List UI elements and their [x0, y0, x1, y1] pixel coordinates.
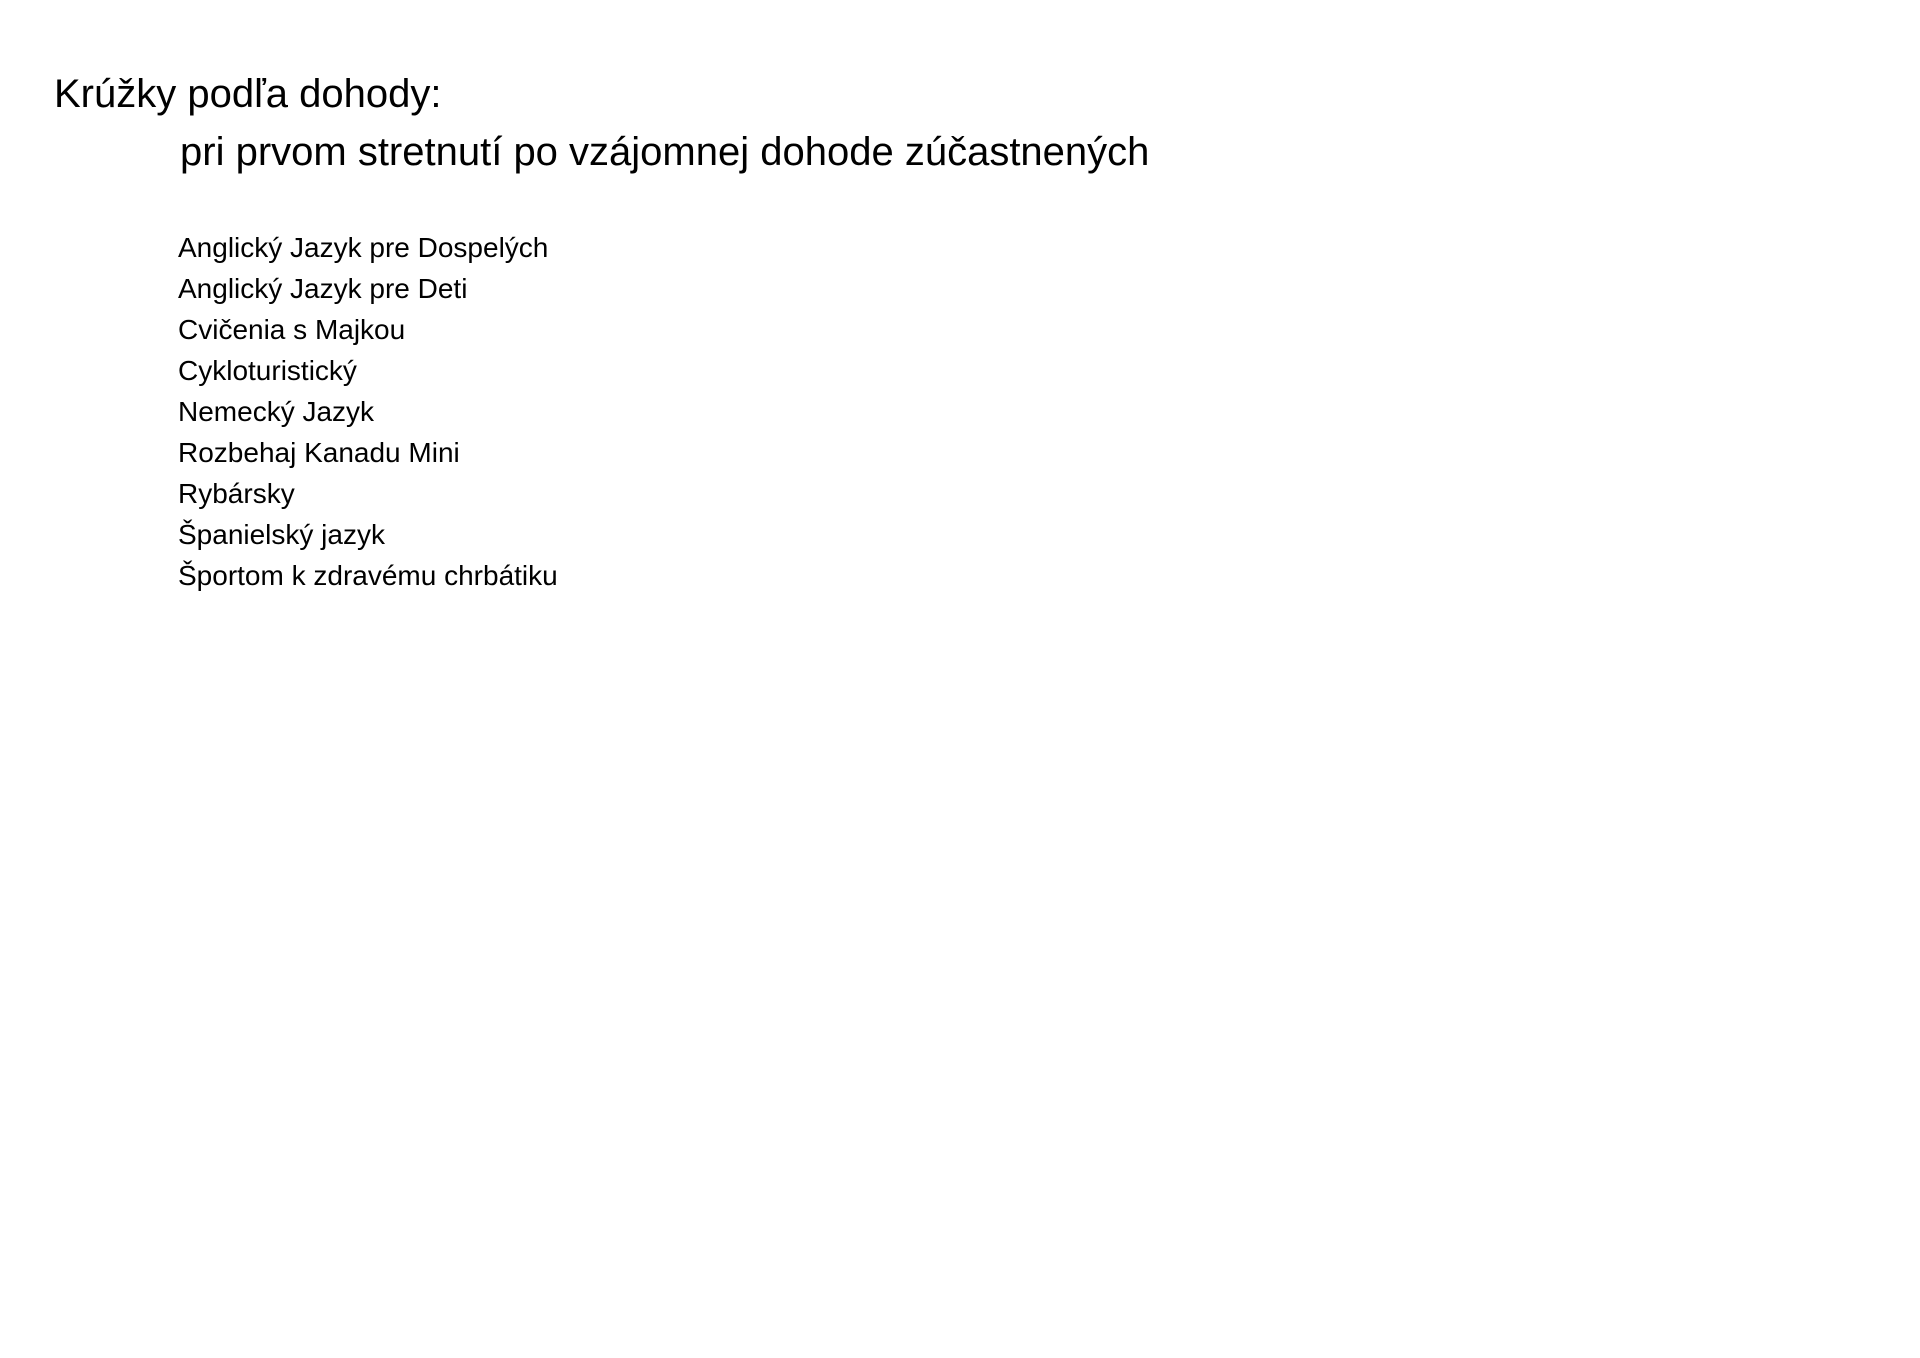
list-item: Anglický Jazyk pre Deti [178, 273, 468, 304]
list-item: Rybársky [178, 478, 295, 509]
list-item: Športom k zdravému chrbátiku [178, 560, 558, 591]
list-item: Rozbehaj Kanadu Mini [178, 437, 460, 468]
list-item: Anglický Jazyk pre Dospelých [178, 232, 549, 263]
list-item: Španielský jazyk [178, 519, 385, 550]
page-title: Krúžky podľa dohody: [54, 72, 442, 116]
page-subtitle: pri prvom stretnutí po vzájomnej dohode zúčastnených [180, 130, 1150, 174]
club-list [178, 227, 558, 596]
list-item: Cvičenia s Majkou [178, 314, 406, 345]
list-item: Cykloturistický [178, 355, 357, 386]
list-item: Nemecký Jazyk [178, 396, 375, 427]
